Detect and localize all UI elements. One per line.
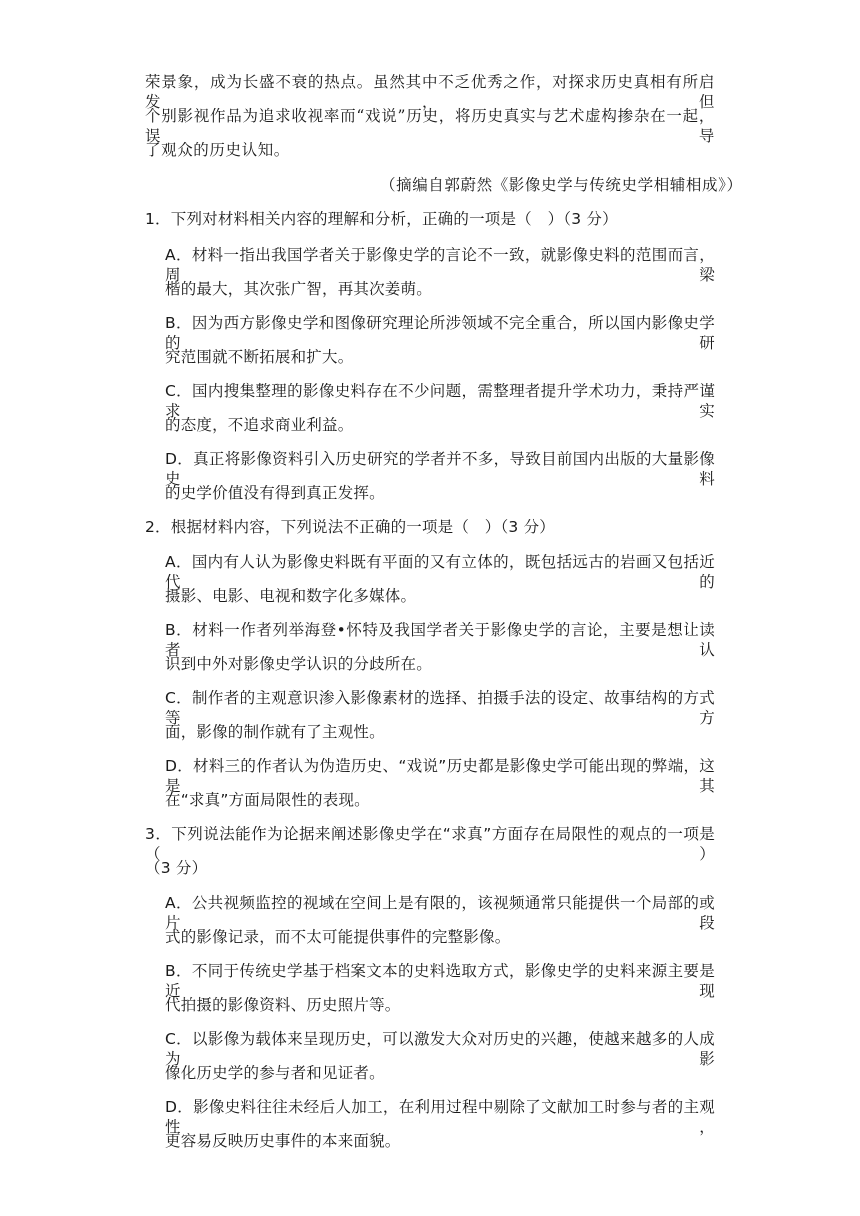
option-d-cont: 更容易反映历史事件的本来面貌。 <box>165 1132 401 1150</box>
question-stem: 3．下列说法能作为论据来阐述影像史学在“求真”方面存在局限性的观点的一项是（ ） <box>145 825 715 863</box>
option-c-cont: 像化历史学的参与者和见证者。 <box>165 1064 385 1082</box>
question-stem: 1．下列对材料相关内容的理解和分析，正确的一项是（ ）（3 分） <box>145 210 618 228</box>
option-a-cont: 摄影、电影、电视和数字化多媒体。 <box>165 587 417 605</box>
option-a: A．公共视频监控的视域在空间上是有限的，该视频通常只能提供一个局部的或片段 <box>165 894 715 932</box>
option-b-cont: 识到中外对影像史学认识的分歧所在。 <box>165 655 432 673</box>
option-d-cont: 在“求真”方面局限性的表现。 <box>165 791 370 809</box>
option-c: C．国内搜集整理的影像史料存在不少问题，需整理者提升学术功力，秉持严谨求实 <box>165 382 715 420</box>
option-c-cont: 的态度，不追求商业利益。 <box>165 416 354 434</box>
option-d: D．真正将影像资料引入历史研究的学者并不多，导致目前国内出版的大量影像史料 <box>165 450 715 488</box>
option-b-cont: 究范围就不断拓展和扩大。 <box>165 348 354 366</box>
option-c: C．以影像为载体来呈现历史，可以激发大众对历史的兴趣，使越来越多的人成为影 <box>165 1030 715 1068</box>
option-c-cont: 面，影像的制作就有了主观性。 <box>165 723 385 741</box>
option-b: B．不同于传统史学基于档案文本的史料选取方式，影像史学的史料来源主要是近现 <box>165 962 715 1000</box>
option-a-cont: 楷的最大，其次张广智，再其次姜萌。 <box>165 280 432 298</box>
question-stem: 2．根据材料内容，下列说法不正确的一项是（ ）（3 分） <box>145 518 556 536</box>
option-d-cont: 的史学价值没有得到真正发挥。 <box>165 484 385 502</box>
passage-source: （摘编自郭蔚然《影像史学与传统史学相辅相成》） <box>380 176 743 194</box>
option-b-cont: 代拍摄的影像资料、历史照片等。 <box>165 996 401 1014</box>
option-d: D．影像史料往往未经后人加工，在利用过程中剔除了文献加工时参与者的主观性， <box>165 1098 715 1136</box>
option-b: B．因为西方影像史学和图像研究理论所涉领域不完全重合，所以国内影像史学的研 <box>165 314 715 352</box>
option-c: C．制作者的主观意识渗入影像素材的选择、拍摄手法的设定、故事结构的方式等方 <box>165 689 715 727</box>
option-a-cont: 式的影像记录，而不太可能提供事件的完整影像。 <box>165 928 511 946</box>
passage-line: 荣景象，成为长盛不衰的热点。虽然其中不乏优秀之作，对探求历史真相有所启发，但 <box>145 73 715 111</box>
question-stem-cont: （3 分） <box>145 859 208 877</box>
option-a: A．国内有人认为影像史料既有平面的又有立体的，既包括远古的岩画又包括近代的 <box>165 553 715 591</box>
option-d: D．材料三的作者认为伪造历史、“戏说”历史都是影像史学可能出现的弊端，这是其 <box>165 757 715 795</box>
option-a: A．材料一指出我国学者关于影像史学的言论不一致，就影像史料的范围而言，周梁 <box>165 246 715 284</box>
passage-line: 个别影视作品为追求收视率而“戏说”历史，将历史真实与艺术虚构掺杂在一起，误导 <box>145 107 715 145</box>
passage-line: 了观众的历史认知。 <box>145 141 290 159</box>
option-b: B．材料一作者列举海登•怀特及我国学者关于影像史学的言论，主要是想让读者认 <box>165 621 715 659</box>
